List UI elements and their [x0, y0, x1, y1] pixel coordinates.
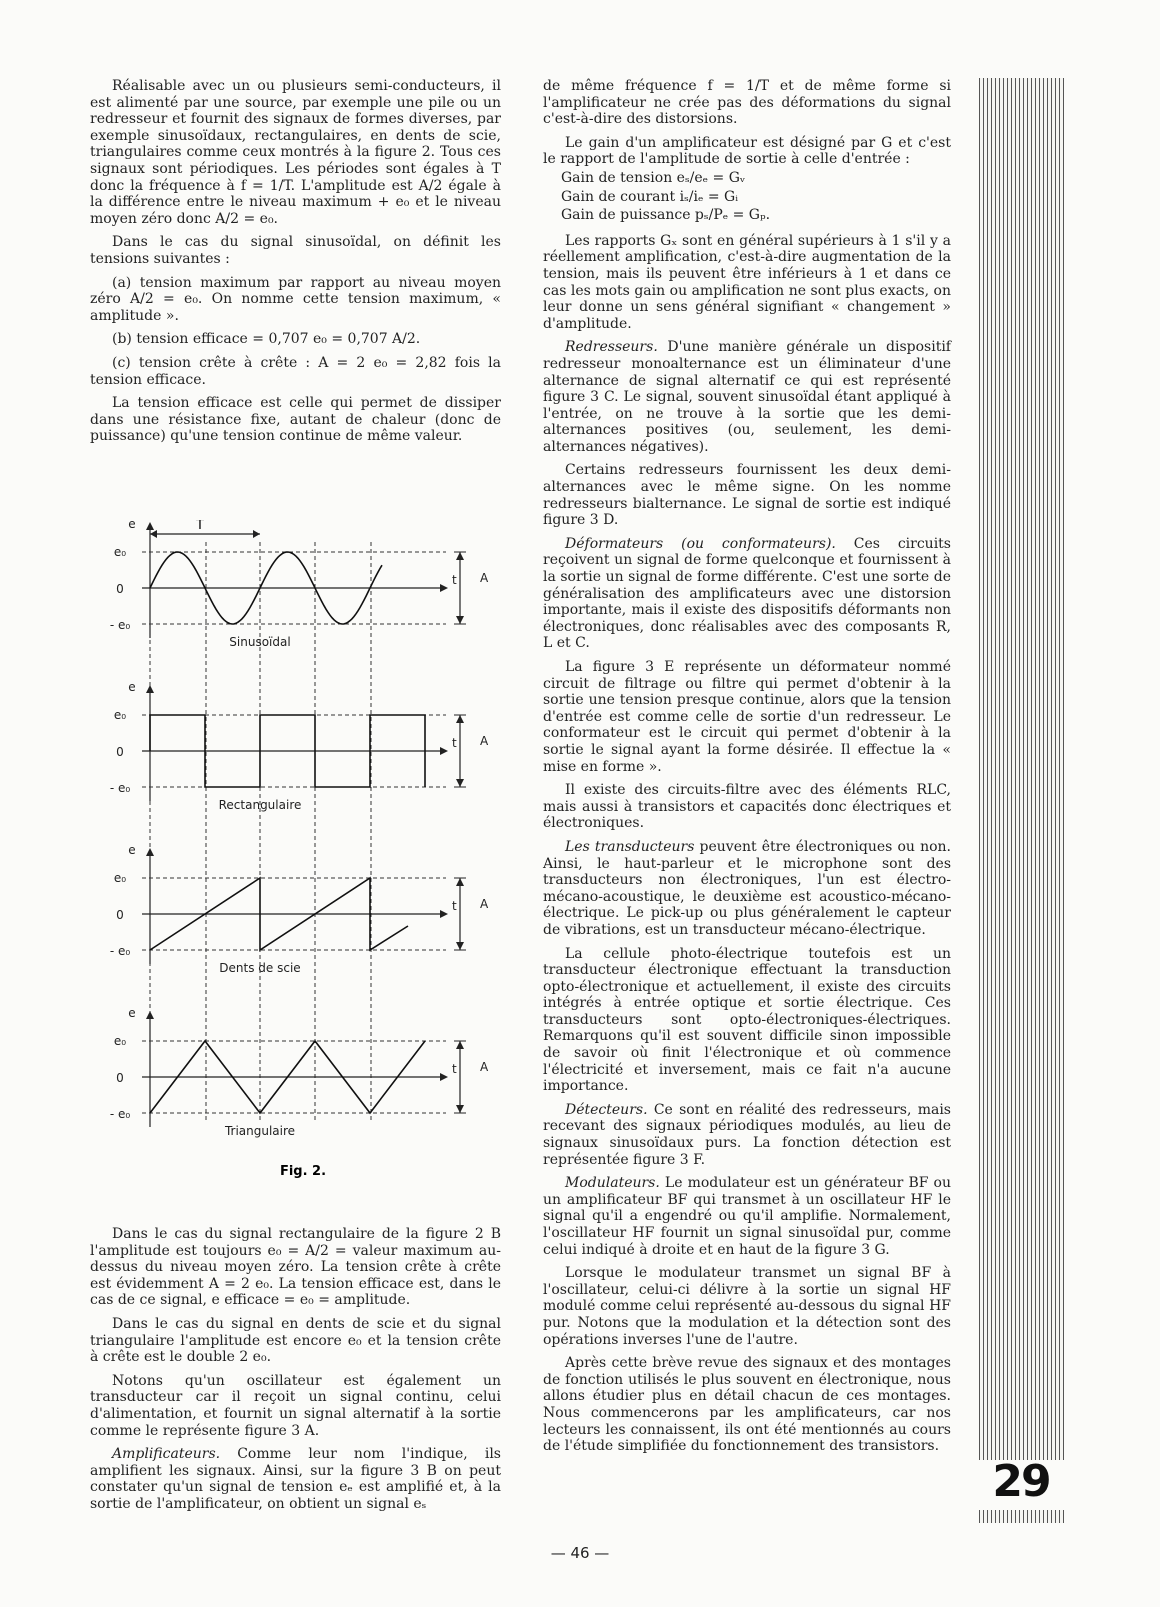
level-zero-label: 0 [116, 582, 124, 596]
figure-caption: Fig. 2. [279, 1164, 327, 1179]
gain-equation: Gain de puissance pₛ/Pₑ = Gₚ. [561, 207, 771, 224]
level-zero-label: 0 [116, 1071, 124, 1085]
amplitude-label: A [480, 571, 489, 585]
paragraph: (b) tension efficace = 0,707 e₀ = 0,707 A/2. [112, 331, 421, 348]
section-text: Le modulateur est un générateur BF ou un amplificateur BF qui transmet à un oscillateur HF le signal qu'il a engendré ou qu'il amplifie. Normalement, l'oscillateur HF fournit un signal sinusoïdal pur, comme celui indiqué à droite et en haut de la figure 3 G. [543, 1175, 951, 1258]
section-title-detecteurs: Détecteurs. [565, 1101, 648, 1118]
waveform-panel [142, 522, 466, 638]
section-title-amplificateurs: Amplificateurs. [112, 1446, 221, 1463]
t-axis-label: t [452, 899, 457, 913]
paragraph: Lorsque le modulateur transmet un signal BF à l'oscillateur, celui-ci délivre à la sortie un signal HF modulé comme celui représenté au-dessous du signal HF pur. Notons que la modulation et la détection sont des opérations inverses l'une de l'autre. [543, 1265, 951, 1348]
section-text: Ces circuits reçoivent un signal de forme quelconque et fournissent à la sortie un signal de forme différente. C'est une sorte de généralisation des amplificateurs avec une distorsion importante, mais il existe des dispositifs déformants non électroniques, donc réalisables avec des composants R, L et C. [543, 535, 951, 652]
level-neg-label: - e₀ [109, 944, 131, 958]
side-decorative-bar [979, 78, 1064, 1523]
paragraph: (a) tension maximum par rapport au niveau moyen zéro A/2 = e₀. On nomme cette tension maximum, « amplitude ». [90, 274, 501, 324]
level-pos-label: e₀ [113, 1034, 127, 1048]
panel-label: Sinusoïdal [229, 635, 291, 649]
level-neg-label: - e₀ [109, 618, 131, 632]
amplitude-label: A [480, 897, 489, 911]
e-axis-label: e [128, 1006, 136, 1020]
t-axis-arrow [440, 910, 448, 918]
panel-label: Triangulaire [224, 1124, 296, 1138]
gain-equation: Gain de tension eₛ/eₑ = Gᵥ [561, 169, 746, 186]
paragraph: Le gain d'un amplificateur est désigné par G et c'est le rapport de l'amplitude de sortie à celle d'entrée : [543, 134, 951, 168]
level-neg-label: - e₀ [109, 781, 131, 795]
paragraph-modulateurs [543, 1175, 951, 1258]
section-text: peuvent être électroniques ou non. Ainsi, le haut-parleur et le microphone sont des transducteurs non électroniques, l'un est électro-mécano-acoustique, le deuxième est acoustico-mécano-électrique. Le pick-up ou plus généralement le capteur de vibrations, est un transducteur mécano-électrique. [543, 838, 951, 938]
t-axis-arrow [440, 1073, 448, 1081]
paragraph-amplificateurs [90, 1446, 501, 1512]
paragraph: (c) tension crête à crête : A = 2 e₀ = 2,82 fois la tension efficace. [90, 354, 501, 388]
t-axis-label: t [452, 1062, 457, 1076]
period-guides [150, 542, 371, 1120]
section-title-modulateurs: Modulateurs. [565, 1175, 660, 1192]
paragraph: Il existe des circuits-filtre avec des éléments RLC, mais aussi à transistors et capacités donc électriques et électroniques. [543, 782, 951, 832]
paragraph: La figure 3 E représente un déformateur nommé circuit de filtrage ou filtre qui permet d'obtenir à la sortie une tension presque continue, alors que la tension d'entrée est comme celle de sortie d'un redresseur. Le conformateur est le circuit qui permet d'obtenir à la sortie le signal ayant la forme désirée. Il effectue la « mise en forme ». [543, 659, 951, 775]
figure-2 [88, 520, 518, 1185]
paragraph: Dans le cas du signal sinusoïdal, on définit les tensions suivantes : [90, 234, 501, 267]
waveform-panel [142, 848, 466, 964]
level-zero-label: 0 [116, 908, 124, 922]
amplitude-label: A [480, 734, 489, 748]
section-title-transducteurs: Les transducteurs [565, 838, 695, 855]
right-column [543, 78, 951, 1462]
gain-equation: Gain de courant iₛ/iₑ = Gᵢ [561, 188, 739, 205]
t-axis-label: t [452, 736, 457, 750]
paragraph: Dans le cas du signal en dents de scie et du signal triangulaire l'amplitude est encore e₀ et la tension crête à crête est le double 2 e₀. [90, 1315, 501, 1366]
level-pos-label: e₀ [113, 708, 127, 722]
waveform-panel [142, 685, 466, 801]
paragraph: Dans le cas du signal rectangulaire de la figure 2 B l'amplitude est toujours e₀ = A/2 = valeur maximum au-dessus du niveau moyen zéro. La tension crête à crête est évidemment A = 2 e₀. La tension efficace est, dans le cas de ce signal, e efficace = e₀ = amplitude. [90, 1226, 501, 1309]
section-title-redresseurs: Redresseurs. [565, 339, 658, 356]
panel-label: Dents de scie [219, 961, 301, 975]
e-axis-arrow [146, 522, 154, 530]
period-label: T [196, 520, 204, 533]
period-marker [150, 520, 260, 538]
level-neg-label: - e₀ [109, 1107, 131, 1121]
t-axis-arrow [440, 584, 448, 592]
e-axis-label: e [128, 843, 136, 857]
section-text: Ce sont en réalité des redresseurs, mais recevant des signaux périodiques modulés, au lieu de signaux sinusoïdaux purs. La fonction détection est représentée figure 3 F. [543, 1101, 951, 1168]
paragraph-deformateurs [543, 536, 951, 652]
e-axis-arrow [146, 685, 154, 693]
paragraph-redresseurs [543, 339, 951, 455]
paragraph: Notons qu'un oscillateur est également un transducteur car il reçoit un signal continu, celui d'alimentation, et fournit un signal alternatif à la sortie comme le représente figure 3 A. [90, 1372, 501, 1439]
paragraph: La tension efficace est celle qui permet de dissiper dans une résistance fixe, autant de chaleur (donc de puissance) qu'une tension continue de même valeur. [90, 395, 501, 445]
paragraph: Certains redresseurs fournissent les deux demi-alternances avec le même signe. On les nomme redresseurs bialternance. Le signal de sortie est indiqué figure 3 D. [543, 462, 951, 529]
waveforms-diagram [88, 520, 518, 1185]
e-axis-label: e [128, 680, 136, 694]
paragraph-transducteurs [543, 839, 951, 939]
waveform-panel [142, 1011, 466, 1127]
section-text: D'une manière générale un dispositif redresseur monoalternance est un éliminateur d'une alternance de signal alternatif ce qui est représenté figure 3 C. Le signal, souvent sinusoïdal étant appliqué à l'entrée, on ne trouve à la sortie que les demi-alternances positives (ou, seulement, les demi-alternances négatives). [543, 339, 951, 455]
e-axis-arrow [146, 848, 154, 856]
section-title-deformateurs: Déformateurs (ou conformateurs). [565, 535, 836, 552]
paragraph: Réalisable avec un ou plusieurs semi-conducteurs, il est alimenté par une source, par exemple une pile ou un redresseur et fournit des signaux de formes diverses, par exemple sinusoïdaux, rectangulaires, en dents de scie, triangulaires comme ceux montrés à la figure 2. Tous ces signaux sont périodiques. Les périodes sont égales à T donc la fréquence à f = 1/T. L'amplitude est A/2 égale à la différence entre le niveau maximum + e₀ et le niveau moyen zéro donc A/2 = e₀. [90, 78, 501, 227]
level-pos-label: e₀ [113, 545, 127, 559]
panel-label: Rectangulaire [218, 798, 302, 812]
section-text: Comme leur nom l'indique, ils amplifient les signaux. Ainsi, sur la figure 3 B on peut constater qu'un signal de tension eₑ est amplifié et, à la sortie de l'amplificateur, on obtient un signal eₛ [90, 1446, 501, 1512]
amplitude-label: A [480, 1060, 489, 1074]
paragraph: de même fréquence f = 1/T et de même forme si l'amplificateur ne crée pas des déformations du signal c'est-à-dire des distorsions. [543, 78, 951, 128]
e-axis-label: e [128, 520, 136, 531]
level-pos-label: e₀ [113, 871, 127, 885]
t-axis-label: t [452, 573, 457, 587]
paragraph-detecteurs [543, 1102, 951, 1168]
e-axis-arrow [146, 1011, 154, 1019]
page-footer: — 46 — [550, 1544, 610, 1562]
side-number: 29 [992, 1456, 1050, 1507]
left-column-top [90, 78, 501, 452]
t-axis-arrow [440, 747, 448, 755]
left-column-bottom [90, 1226, 501, 1520]
paragraph: Après cette brève revue des signaux et des montages de fonction utilisés le plus souvent en électronique, nous allons étudier plus en détail chacun de ces montages. Nous commencerons par les amplificateurs, car nos lecteurs les connaissent, ils ont été mentionnés au cours de l'étude simplifiée du fonctionnement des transistors. [543, 1355, 951, 1455]
level-zero-label: 0 [116, 745, 124, 759]
paragraph: Les rapports Gₓ sont en général supérieurs à 1 s'il y a réellement amplification, c'est-à-dire augmentation de la tension, mais ils peuvent être inférieurs à 1 et dans ce cas les mots gain ou amplification ne sont plus exacts, on leur donne un sens général signifiant « changement » d'amplitude. [543, 232, 951, 332]
paragraph: La cellule photo-électrique toutefois est un transducteur électronique effectuant la transduction opto-électronique et actuellement, il existe des circuits intégrés à entrée optique et sortie électrique. Ces transducteurs sont opto-électroniques-électriques. Remarquons qu'il est souvent difficile sinon impossible de savoir où finit l'électronique et où commence l'électricité et inversement, mais ce fait n'a aucune importance. [543, 945, 951, 1095]
